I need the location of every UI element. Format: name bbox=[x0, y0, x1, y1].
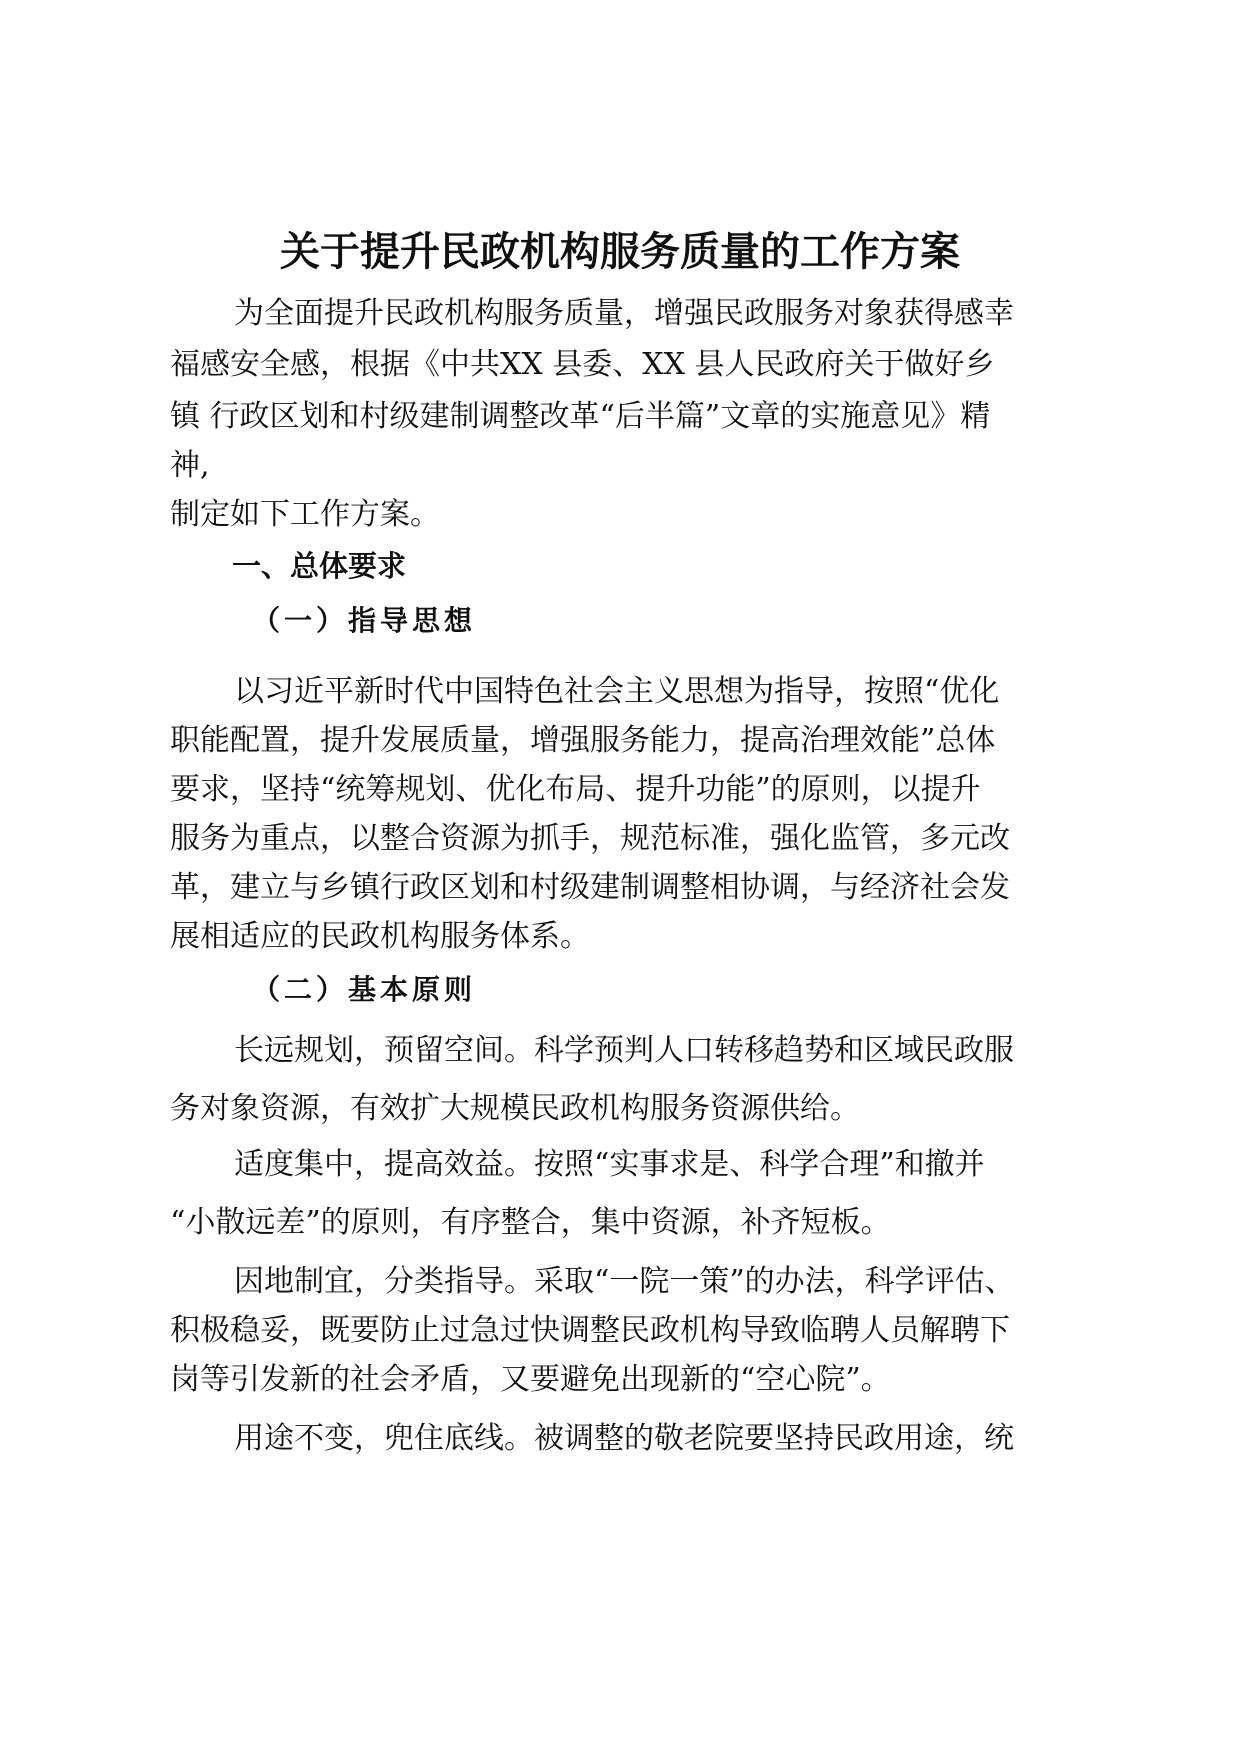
paragraph-line: 长远规划，预留空间。科学预判人口转移趋势和区域民政服 bbox=[234, 1033, 1014, 1068]
paragraph-line: 服务为重点，以整合资源为抓手，规范标准，强化监管，多元改 bbox=[170, 821, 1010, 856]
paragraph-line: 务对象资源，有效扩大规模民政机构服务资源供给。 bbox=[170, 1091, 860, 1126]
intro-line: 为全面提升民政机构服务质量，增强民政服务对象获得感幸 bbox=[234, 296, 1014, 331]
paragraph-line: 因地制宜，分类指导。采取“一院一策”的办法，科学评估、 bbox=[234, 1264, 1015, 1299]
intro-line: 福感安全感，根据《中共XX 县委、XX 县人民政府关于做好乡 bbox=[170, 347, 995, 382]
intro-line: 制定如下工作方案。 bbox=[170, 497, 440, 532]
paragraph-line: 积极稳妥，既要防止过急过快调整民政机构导致临聘人员解聘下 bbox=[170, 1313, 1010, 1348]
paragraph-line: 岗等引发新的社会矛盾，又要避免出现新的“空心院”。 bbox=[170, 1362, 891, 1397]
paragraph-line: 用途不变，兜住底线。被调整的敬老院要坚持民政用途，统 bbox=[234, 1421, 1014, 1456]
paragraph-line: 展相适应的民政机构服务体系。 bbox=[170, 919, 590, 954]
subsection-heading: （一）指导思想 bbox=[252, 604, 477, 637]
section-heading: 一、总体要求 bbox=[232, 549, 407, 583]
paragraph-line: 革，建立与乡镇行政区划和村级建制调整相协调，与经济社会发 bbox=[170, 870, 1010, 905]
paragraph-line: 以习近平新时代中国特色社会主义思想为指导，按照“优化 bbox=[234, 674, 1000, 709]
paragraph-line: “小散远差”的原则，有序整合，集中资源，补齐短板。 bbox=[170, 1205, 891, 1240]
intro-line: 镇 行政区划和村级建制调整改革“后半篇”文章的实施意见》精 bbox=[170, 399, 991, 434]
paragraph-line: 要求，坚持“统筹规划、优化布局、提升功能”的原则，以提升 bbox=[170, 772, 981, 807]
subsection-heading: （二）基本原则 bbox=[252, 973, 477, 1006]
paragraph-line: 职能配置，提升发展质量，增强服务能力，提高治理效能”总体 bbox=[170, 723, 996, 758]
paragraph-line: 适度集中，提高效益。按照“实事求是、科学合理”和撤并 bbox=[234, 1147, 985, 1182]
intro-line: 神, bbox=[170, 448, 210, 483]
document-title: 关于提升民政机构服务质量的工作方案 bbox=[280, 229, 960, 275]
